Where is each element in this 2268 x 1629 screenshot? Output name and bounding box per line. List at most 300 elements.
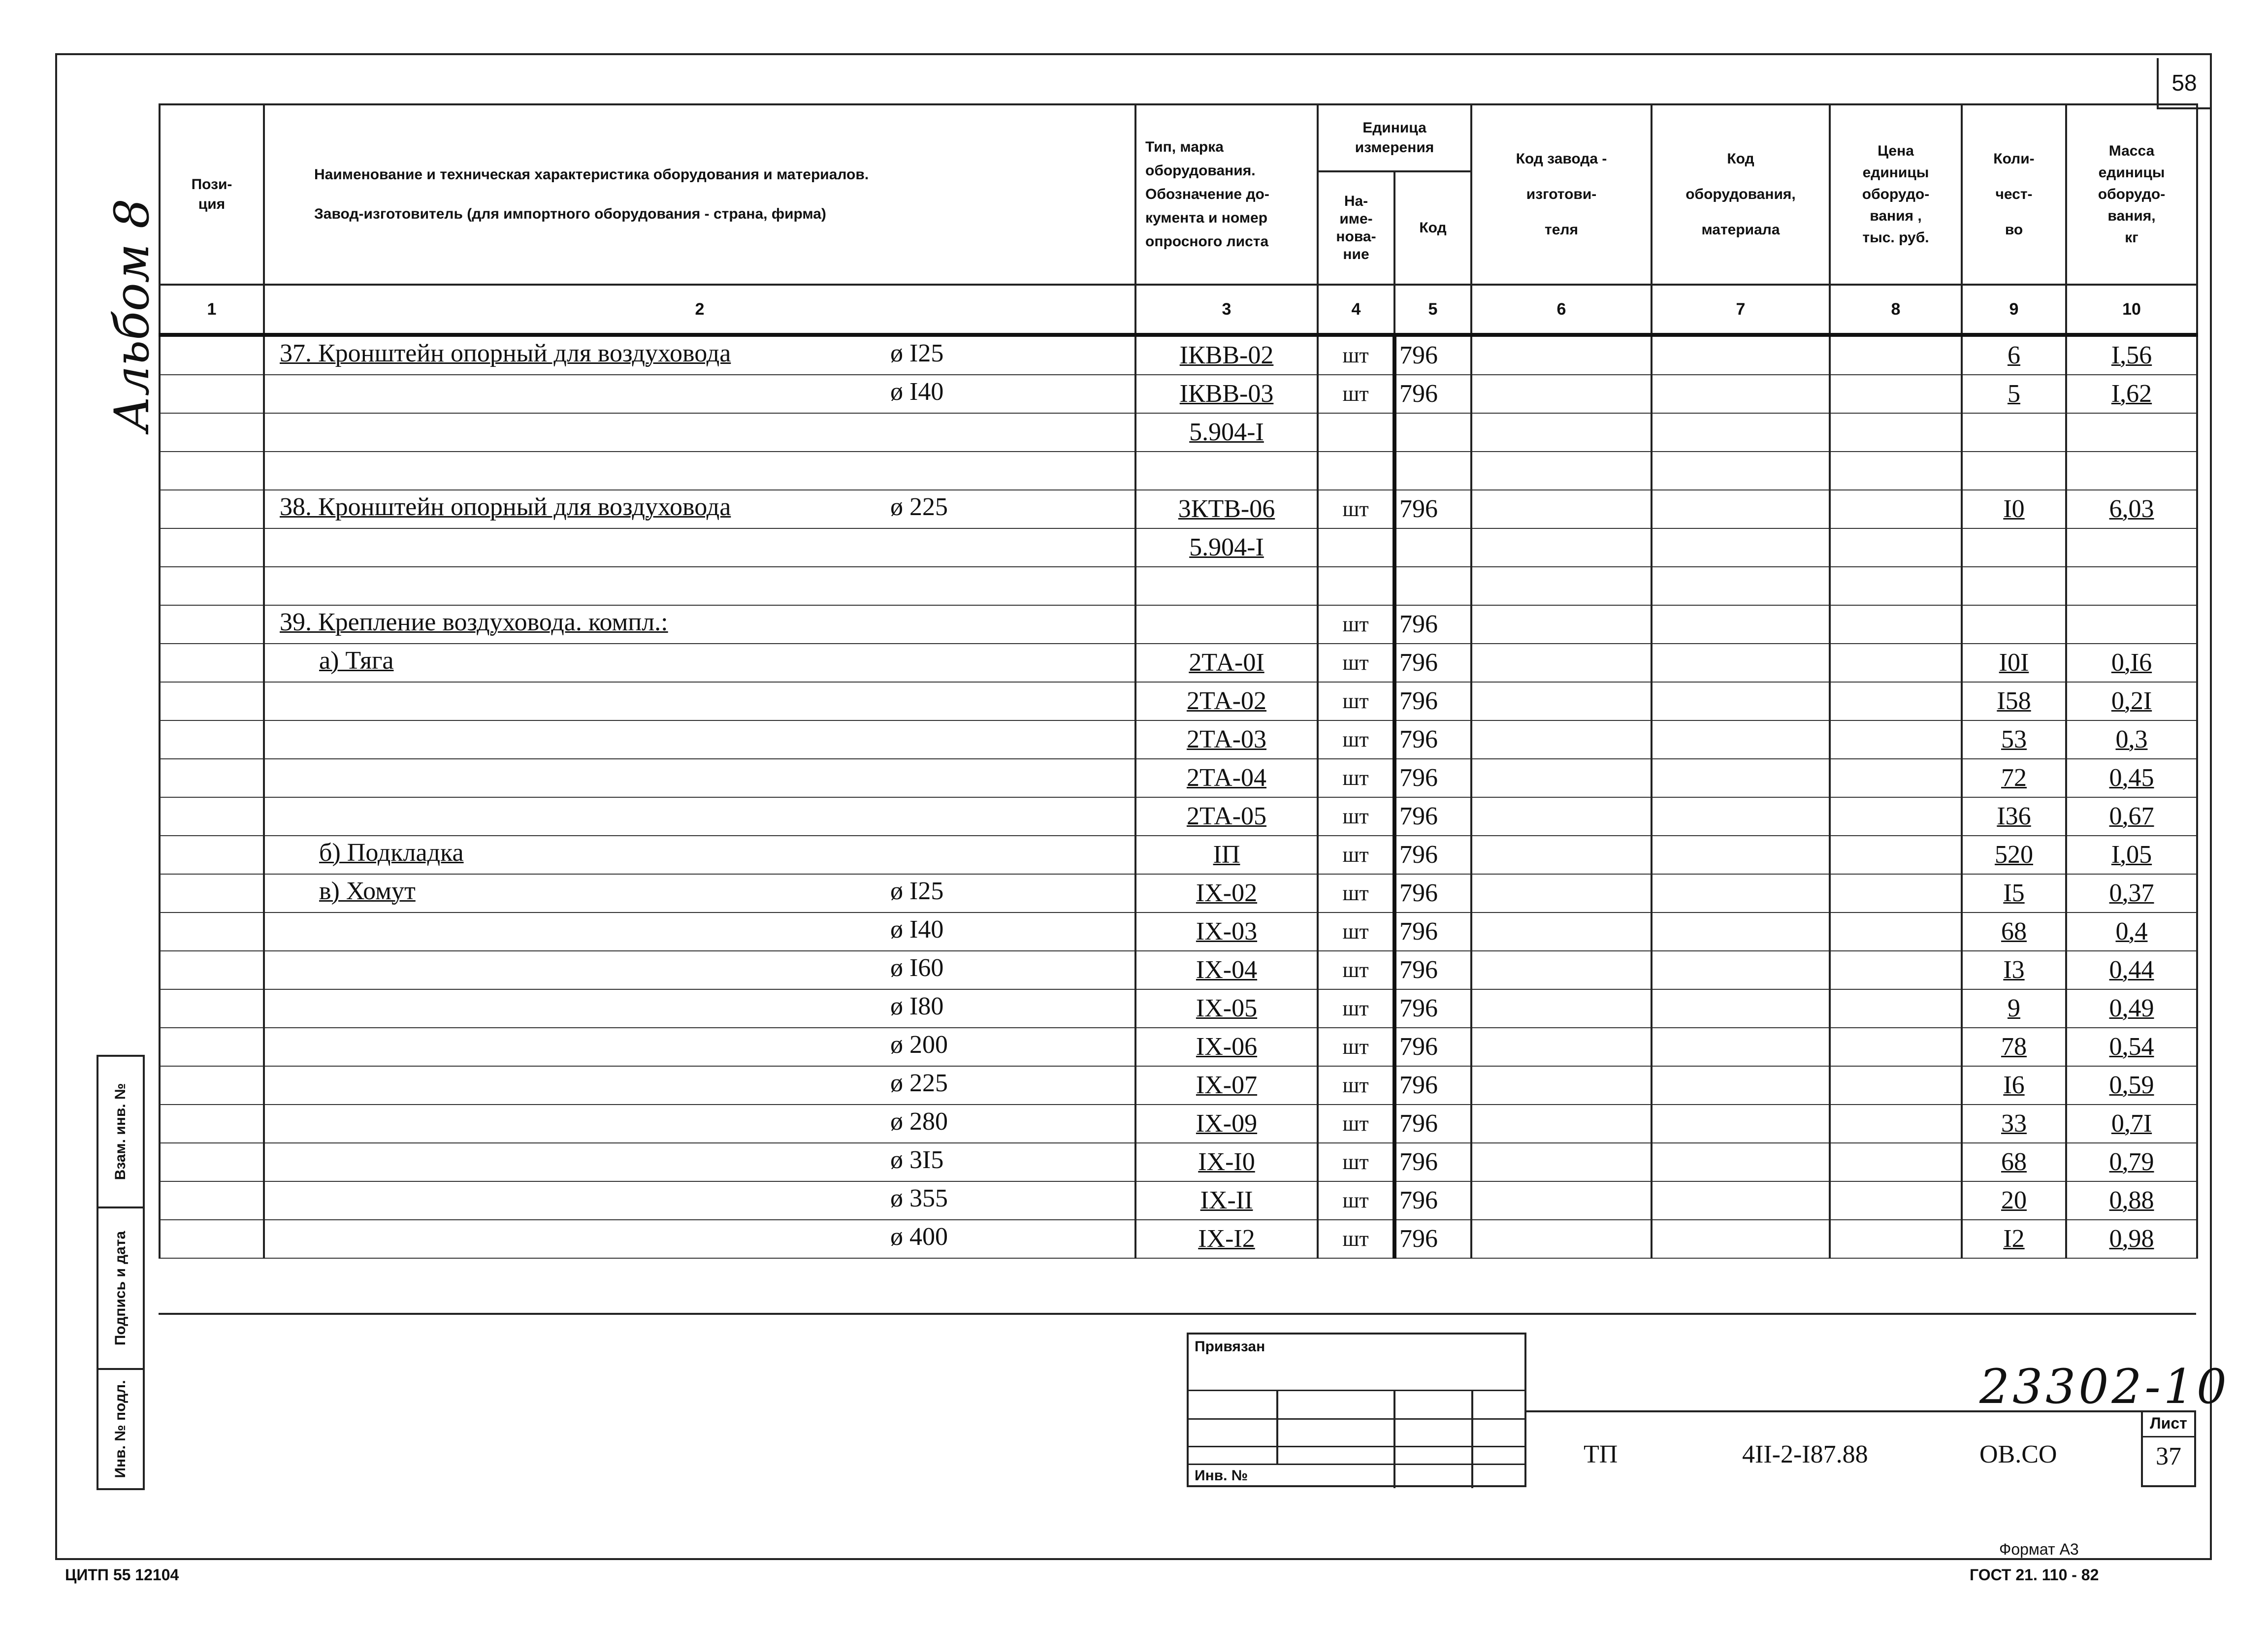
header-unit-name: На- име- нова- ние xyxy=(1318,171,1394,285)
quantity-cell: 68 xyxy=(1962,912,2066,951)
factory-code-cell xyxy=(1471,989,1652,1028)
unit-code-cell: 796 xyxy=(1394,912,1471,951)
stamp-podpis-label: Подпись и дата xyxy=(112,1231,129,1346)
unit-name-cell: шт xyxy=(1318,1066,1394,1105)
col-number: 10 xyxy=(2066,285,2197,335)
table-row xyxy=(160,1105,2197,1143)
price-cell xyxy=(1830,567,1962,605)
factory-code-cell xyxy=(1471,567,1652,605)
album-label: Альбом 8 xyxy=(104,198,160,432)
item-diameter: ø I80 xyxy=(890,992,944,1020)
unit-code-cell: 796 xyxy=(1394,797,1471,836)
factory-code-cell xyxy=(1471,1181,1652,1220)
position-cell xyxy=(160,836,264,874)
factory-code-cell xyxy=(1471,335,1652,375)
table-row xyxy=(160,912,2197,951)
mass-cell: 0,54 xyxy=(2066,1028,2197,1066)
list-number: 37 xyxy=(2156,1442,2181,1470)
header-name xyxy=(264,104,1135,285)
type-cell: IХ-02 xyxy=(1135,874,1318,912)
name-cell xyxy=(264,528,1135,567)
price-cell xyxy=(1830,720,1962,759)
name-cell xyxy=(264,335,1135,375)
item-name: б) Подкладка xyxy=(319,839,464,867)
item-diameter: ø I25 xyxy=(890,339,944,367)
col-number: 5 xyxy=(1394,285,1471,335)
quantity-cell: 78 xyxy=(1962,1028,2066,1066)
unit-name-cell: шт xyxy=(1318,490,1394,528)
type-cell: IКВВ-03 xyxy=(1135,375,1318,413)
item-name: в) Хомут xyxy=(319,877,416,905)
unit-name-cell: шт xyxy=(1318,951,1394,989)
name-cell xyxy=(264,989,1135,1028)
table-bottom-rule xyxy=(159,1313,2196,1315)
position-cell xyxy=(160,413,264,452)
unit-name-cell xyxy=(1318,413,1394,452)
name-cell xyxy=(264,1066,1135,1105)
stamp-inv-podl xyxy=(97,1368,145,1490)
type-cell: 2ТА-03 xyxy=(1135,720,1318,759)
price-cell xyxy=(1830,1143,1962,1181)
mass-cell: 0,37 xyxy=(2066,874,2197,912)
quantity-cell: I0 xyxy=(1962,490,2066,528)
unit-name-cell: шт xyxy=(1318,1105,1394,1143)
factory-code-cell xyxy=(1471,644,1652,682)
item-diameter: ø 225 xyxy=(890,493,948,521)
item-diameter: ø I25 xyxy=(890,877,944,905)
stamp-inv-podl-label: Инв. № подл. xyxy=(112,1380,129,1478)
factory-code-cell xyxy=(1471,1028,1652,1066)
header-name-line2: Завод-изготовитель (для импортного оборудования - страна, фирма) xyxy=(314,206,826,222)
item-name: 37. Кронштейн опорный для воздуховода xyxy=(280,339,731,367)
position-cell xyxy=(160,1105,264,1143)
item-diameter: ø 200 xyxy=(890,1031,948,1059)
item-name: 38. Кронштейн опорный для воздуховода xyxy=(280,493,731,521)
mass-cell: 0,4 xyxy=(2066,912,2197,951)
footer-gost: ГОСТ 21. 110 - 82 xyxy=(1970,1566,2099,1584)
quantity-cell: I36 xyxy=(1962,797,2066,836)
unit-code-cell: 796 xyxy=(1394,759,1471,797)
equipment-code-cell xyxy=(1652,452,1830,490)
mass-cell: 0,45 xyxy=(2066,759,2197,797)
table-row xyxy=(160,1028,2197,1066)
header-equipment-code: Код оборудования, материала xyxy=(1652,104,1830,285)
mass-cell xyxy=(2066,567,2197,605)
type-cell: IХ-I2 xyxy=(1135,1220,1318,1258)
type-cell: IХ-04 xyxy=(1135,951,1318,989)
unit-name-cell: шт xyxy=(1318,682,1394,720)
name-cell xyxy=(264,874,1135,912)
name-cell xyxy=(264,413,1135,452)
unit-code-cell: 796 xyxy=(1394,375,1471,413)
sheet-number-box xyxy=(2157,58,2210,109)
equipment-code-cell xyxy=(1652,413,1830,452)
unit-name-cell: шт xyxy=(1318,375,1394,413)
quantity-cell: I58 xyxy=(1962,682,2066,720)
privyazan-label: Привязан xyxy=(1195,1338,1265,1355)
item-diameter: ø 355 xyxy=(890,1184,948,1212)
unit-name-cell: шт xyxy=(1318,605,1394,644)
position-cell xyxy=(160,528,264,567)
item-diameter: ø 280 xyxy=(890,1108,948,1136)
header-type: Тип, марка оборудования. Обозначение до- кумента и номер опросного листа xyxy=(1135,104,1318,285)
price-cell xyxy=(1830,1066,1962,1105)
name-cell xyxy=(264,951,1135,989)
position-cell xyxy=(160,912,264,951)
item-diameter: ø I40 xyxy=(890,915,944,944)
tp-label: ТП xyxy=(1584,1440,1618,1468)
unit-code-cell: 796 xyxy=(1394,989,1471,1028)
name-cell xyxy=(264,1028,1135,1066)
quantity-cell: 20 xyxy=(1962,1181,2066,1220)
quantity-cell xyxy=(1962,605,2066,644)
mass-cell xyxy=(2066,528,2197,567)
price-cell xyxy=(1830,759,1962,797)
mass-cell: I,56 xyxy=(2066,335,2197,375)
equipment-code-cell xyxy=(1652,1028,1830,1066)
col-number: 6 xyxy=(1471,285,1652,335)
stamp-podpis xyxy=(97,1206,145,1370)
equipment-code-cell xyxy=(1652,567,1830,605)
unit-name-cell xyxy=(1318,528,1394,567)
name-cell xyxy=(264,836,1135,874)
table-row xyxy=(160,1220,2197,1258)
name-cell xyxy=(264,912,1135,951)
col-number: 3 xyxy=(1135,285,1318,335)
factory-code-cell xyxy=(1471,836,1652,874)
quantity-cell: 53 xyxy=(1962,720,2066,759)
quantity-cell: 9 xyxy=(1962,989,2066,1028)
position-cell xyxy=(160,1181,264,1220)
col-number: 9 xyxy=(1962,285,2066,335)
equipment-code-cell xyxy=(1652,797,1830,836)
type-cell xyxy=(1135,605,1318,644)
unit-code-cell: 796 xyxy=(1394,1220,1471,1258)
col-number: 7 xyxy=(1652,285,1830,335)
factory-code-cell xyxy=(1471,1143,1652,1181)
type-cell: IХ-07 xyxy=(1135,1066,1318,1105)
item-diameter: ø 225 xyxy=(890,1069,948,1097)
name-cell xyxy=(264,490,1135,528)
unit-code-cell: 796 xyxy=(1394,335,1471,375)
position-cell xyxy=(160,335,264,375)
mass-cell: 0,79 xyxy=(2066,1143,2197,1181)
type-cell: IХ-II xyxy=(1135,1181,1318,1220)
mass-cell: 0,49 xyxy=(2066,989,2197,1028)
position-cell xyxy=(160,682,264,720)
quantity-cell xyxy=(1962,452,2066,490)
doc-number: 23302-10 xyxy=(1979,1359,2230,1414)
unit-name-cell: шт xyxy=(1318,720,1394,759)
price-cell xyxy=(1830,1105,1962,1143)
unit-name-cell xyxy=(1318,567,1394,605)
item-diameter: ø I60 xyxy=(890,954,944,982)
type-cell: 3КТВ-06 xyxy=(1135,490,1318,528)
name-cell xyxy=(264,720,1135,759)
table-row xyxy=(160,720,2197,759)
quantity-cell: I3 xyxy=(1962,951,2066,989)
price-cell xyxy=(1830,528,1962,567)
item-name: 39. Крепление воздуховода. компл.: xyxy=(280,608,668,636)
header-factory-code: Код завода - изготови- теля xyxy=(1471,104,1652,285)
unit-name-cell: шт xyxy=(1318,912,1394,951)
unit-code-cell: 796 xyxy=(1394,1181,1471,1220)
table-row xyxy=(160,759,2197,797)
stamp-vzam xyxy=(97,1055,145,1208)
mark: ОВ.СО xyxy=(1979,1440,2057,1468)
mass-cell: I,05 xyxy=(2066,836,2197,874)
quantity-cell xyxy=(1962,528,2066,567)
unit-code-cell: 796 xyxy=(1394,490,1471,528)
mass-cell: 0,3 xyxy=(2066,720,2197,759)
table-row xyxy=(160,836,2197,874)
table-row xyxy=(160,644,2197,682)
name-cell xyxy=(264,375,1135,413)
unit-code-cell xyxy=(1394,413,1471,452)
price-cell xyxy=(1830,989,1962,1028)
factory-code-cell xyxy=(1471,912,1652,951)
table-row xyxy=(160,567,2197,605)
table-row xyxy=(160,413,2197,452)
col-number: 2 xyxy=(264,285,1135,335)
factory-code-cell xyxy=(1471,490,1652,528)
table-row xyxy=(160,682,2197,720)
unit-code-cell: 796 xyxy=(1394,836,1471,874)
unit-name-cell: шт xyxy=(1318,335,1394,375)
factory-code-cell xyxy=(1471,452,1652,490)
name-cell xyxy=(264,567,1135,605)
equipment-code-cell xyxy=(1652,720,1830,759)
mass-cell: 0,2I xyxy=(2066,682,2197,720)
unit-code-cell: 796 xyxy=(1394,1066,1471,1105)
table-row xyxy=(160,528,2197,567)
footer-format: Формат А3 xyxy=(1999,1540,2079,1558)
equipment-code-cell xyxy=(1652,490,1830,528)
unit-name-cell: шт xyxy=(1318,836,1394,874)
mass-cell: 0,88 xyxy=(2066,1181,2197,1220)
position-cell xyxy=(160,759,264,797)
price-cell xyxy=(1830,452,1962,490)
mass-cell: 0,59 xyxy=(2066,1066,2197,1105)
unit-code-cell xyxy=(1394,567,1471,605)
name-cell xyxy=(264,644,1135,682)
factory-code-cell xyxy=(1471,605,1652,644)
name-cell xyxy=(264,452,1135,490)
table-row xyxy=(160,1181,2197,1220)
unit-name-cell: шт xyxy=(1318,644,1394,682)
project-number: 4II-2-I87.88 xyxy=(1742,1440,1868,1468)
type-cell: 5.904-I xyxy=(1135,413,1318,452)
equipment-code-cell xyxy=(1652,759,1830,797)
header-name-line1: Наименование и техническая характеристика оборудования и материалов. xyxy=(314,166,869,183)
quantity-cell: 6 xyxy=(1962,335,2066,375)
quantity-cell: I0I xyxy=(1962,644,2066,682)
unit-code-cell: 796 xyxy=(1394,682,1471,720)
name-cell xyxy=(264,1220,1135,1258)
unit-code-cell: 796 xyxy=(1394,951,1471,989)
list-box xyxy=(2141,1410,2196,1487)
position-cell xyxy=(160,490,264,528)
type-cell xyxy=(1135,567,1318,605)
unit-code-cell: 796 xyxy=(1394,1143,1471,1181)
equipment-code-cell xyxy=(1652,682,1830,720)
equipment-code-cell xyxy=(1652,605,1830,644)
name-cell xyxy=(264,605,1135,644)
price-cell xyxy=(1830,605,1962,644)
name-cell xyxy=(264,1181,1135,1220)
position-cell xyxy=(160,951,264,989)
price-cell xyxy=(1830,836,1962,874)
price-cell xyxy=(1830,1028,1962,1066)
type-cell: IП xyxy=(1135,836,1318,874)
privyazan-block xyxy=(1187,1333,1526,1487)
unit-code-cell: 796 xyxy=(1394,720,1471,759)
factory-code-cell xyxy=(1471,874,1652,912)
col-number: 4 xyxy=(1318,285,1394,335)
unit-code-cell xyxy=(1394,452,1471,490)
unit-code-cell: 796 xyxy=(1394,1105,1471,1143)
position-cell xyxy=(160,452,264,490)
name-cell xyxy=(264,682,1135,720)
equipment-code-cell xyxy=(1652,989,1830,1028)
price-cell xyxy=(1830,797,1962,836)
price-cell xyxy=(1830,413,1962,452)
factory-code-cell xyxy=(1471,413,1652,452)
position-cell xyxy=(160,797,264,836)
specification-table xyxy=(159,103,2198,1259)
type-cell: 2ТА-04 xyxy=(1135,759,1318,797)
factory-code-cell xyxy=(1471,951,1652,989)
price-cell xyxy=(1830,375,1962,413)
unit-name-cell: шт xyxy=(1318,1028,1394,1066)
table-row xyxy=(160,1066,2197,1105)
table-row xyxy=(160,989,2197,1028)
unit-name-cell xyxy=(1318,452,1394,490)
position-cell xyxy=(160,375,264,413)
header-position: Пози- ция xyxy=(160,104,264,285)
price-cell xyxy=(1830,874,1962,912)
mass-cell: 0,7I xyxy=(2066,1105,2197,1143)
sheet-number: 58 xyxy=(2171,70,2197,96)
type-cell xyxy=(1135,452,1318,490)
factory-code-cell xyxy=(1471,528,1652,567)
factory-code-cell xyxy=(1471,682,1652,720)
factory-code-cell xyxy=(1471,375,1652,413)
position-cell xyxy=(160,1028,264,1066)
quantity-cell: I2 xyxy=(1962,1220,2066,1258)
mass-cell xyxy=(2066,452,2197,490)
name-cell xyxy=(264,759,1135,797)
table-row xyxy=(160,1143,2197,1181)
factory-code-cell xyxy=(1471,720,1652,759)
unit-name-cell: шт xyxy=(1318,874,1394,912)
price-cell xyxy=(1830,644,1962,682)
mass-cell: 0,I6 xyxy=(2066,644,2197,682)
equipment-code-cell xyxy=(1652,874,1830,912)
footer-code: ЦИТП 55 12104 xyxy=(65,1566,179,1584)
type-cell: IХ-05 xyxy=(1135,989,1318,1028)
equipment-code-cell xyxy=(1652,375,1830,413)
unit-name-cell: шт xyxy=(1318,989,1394,1028)
name-cell xyxy=(264,797,1135,836)
type-cell: IХ-06 xyxy=(1135,1028,1318,1066)
type-cell: IХ-I0 xyxy=(1135,1143,1318,1181)
item-name: а) Тяга xyxy=(319,647,394,675)
table-row xyxy=(160,797,2197,836)
unit-code-cell: 796 xyxy=(1394,1028,1471,1066)
quantity-cell: 33 xyxy=(1962,1105,2066,1143)
col-number: 8 xyxy=(1830,285,1962,335)
equipment-code-cell xyxy=(1652,951,1830,989)
factory-code-cell xyxy=(1471,1066,1652,1105)
type-cell: IКВВ-02 xyxy=(1135,335,1318,375)
mass-cell: 6,03 xyxy=(2066,490,2197,528)
position-cell xyxy=(160,720,264,759)
header-unit-group: Единица измерения xyxy=(1318,104,1471,171)
mass-cell: 0,67 xyxy=(2066,797,2197,836)
mass-cell: 0,98 xyxy=(2066,1220,2197,1258)
item-diameter: ø I40 xyxy=(890,378,944,406)
price-cell xyxy=(1830,335,1962,375)
position-cell xyxy=(160,1143,264,1181)
type-cell: 2ТА-0I xyxy=(1135,644,1318,682)
unit-code-cell: 796 xyxy=(1394,605,1471,644)
unit-name-cell: шт xyxy=(1318,1143,1394,1181)
header-unit-code: Код xyxy=(1394,171,1471,285)
unit-name-cell: шт xyxy=(1318,797,1394,836)
quantity-cell: 72 xyxy=(1962,759,2066,797)
position-cell xyxy=(160,567,264,605)
quantity-cell: 520 xyxy=(1962,836,2066,874)
quantity-cell: 5 xyxy=(1962,375,2066,413)
equipment-code-cell xyxy=(1652,912,1830,951)
factory-code-cell xyxy=(1471,759,1652,797)
position-cell xyxy=(160,1066,264,1105)
price-cell xyxy=(1830,1220,1962,1258)
equipment-code-cell xyxy=(1652,1105,1830,1143)
equipment-code-cell xyxy=(1652,1143,1830,1181)
position-cell xyxy=(160,989,264,1028)
table-row xyxy=(160,490,2197,528)
equipment-code-cell xyxy=(1652,1220,1830,1258)
table-row xyxy=(160,452,2197,490)
item-diameter: ø 3I5 xyxy=(890,1146,944,1174)
type-cell: 5.904-I xyxy=(1135,528,1318,567)
equipment-code-cell xyxy=(1652,1066,1830,1105)
col-number: 1 xyxy=(160,285,264,335)
mass-cell: 0,44 xyxy=(2066,951,2197,989)
table-row xyxy=(160,874,2197,912)
table-row xyxy=(160,605,2197,644)
unit-code-cell: 796 xyxy=(1394,874,1471,912)
unit-code-cell xyxy=(1394,528,1471,567)
header-quantity: Коли- чест- во xyxy=(1962,104,2066,285)
price-cell xyxy=(1830,682,1962,720)
price-cell xyxy=(1830,912,1962,951)
quantity-cell: 68 xyxy=(1962,1143,2066,1181)
quantity-cell: I5 xyxy=(1962,874,2066,912)
position-cell xyxy=(160,644,264,682)
type-cell: 2ТА-02 xyxy=(1135,682,1318,720)
equipment-code-cell xyxy=(1652,528,1830,567)
mass-cell: I,62 xyxy=(2066,375,2197,413)
quantity-cell: I6 xyxy=(1962,1066,2066,1105)
quantity-cell xyxy=(1962,567,2066,605)
stamp-vzam-label: Взам. инв. № xyxy=(112,1083,129,1180)
quantity-cell xyxy=(1962,413,2066,452)
unit-name-cell: шт xyxy=(1318,759,1394,797)
unit-code-cell: 796 xyxy=(1394,644,1471,682)
